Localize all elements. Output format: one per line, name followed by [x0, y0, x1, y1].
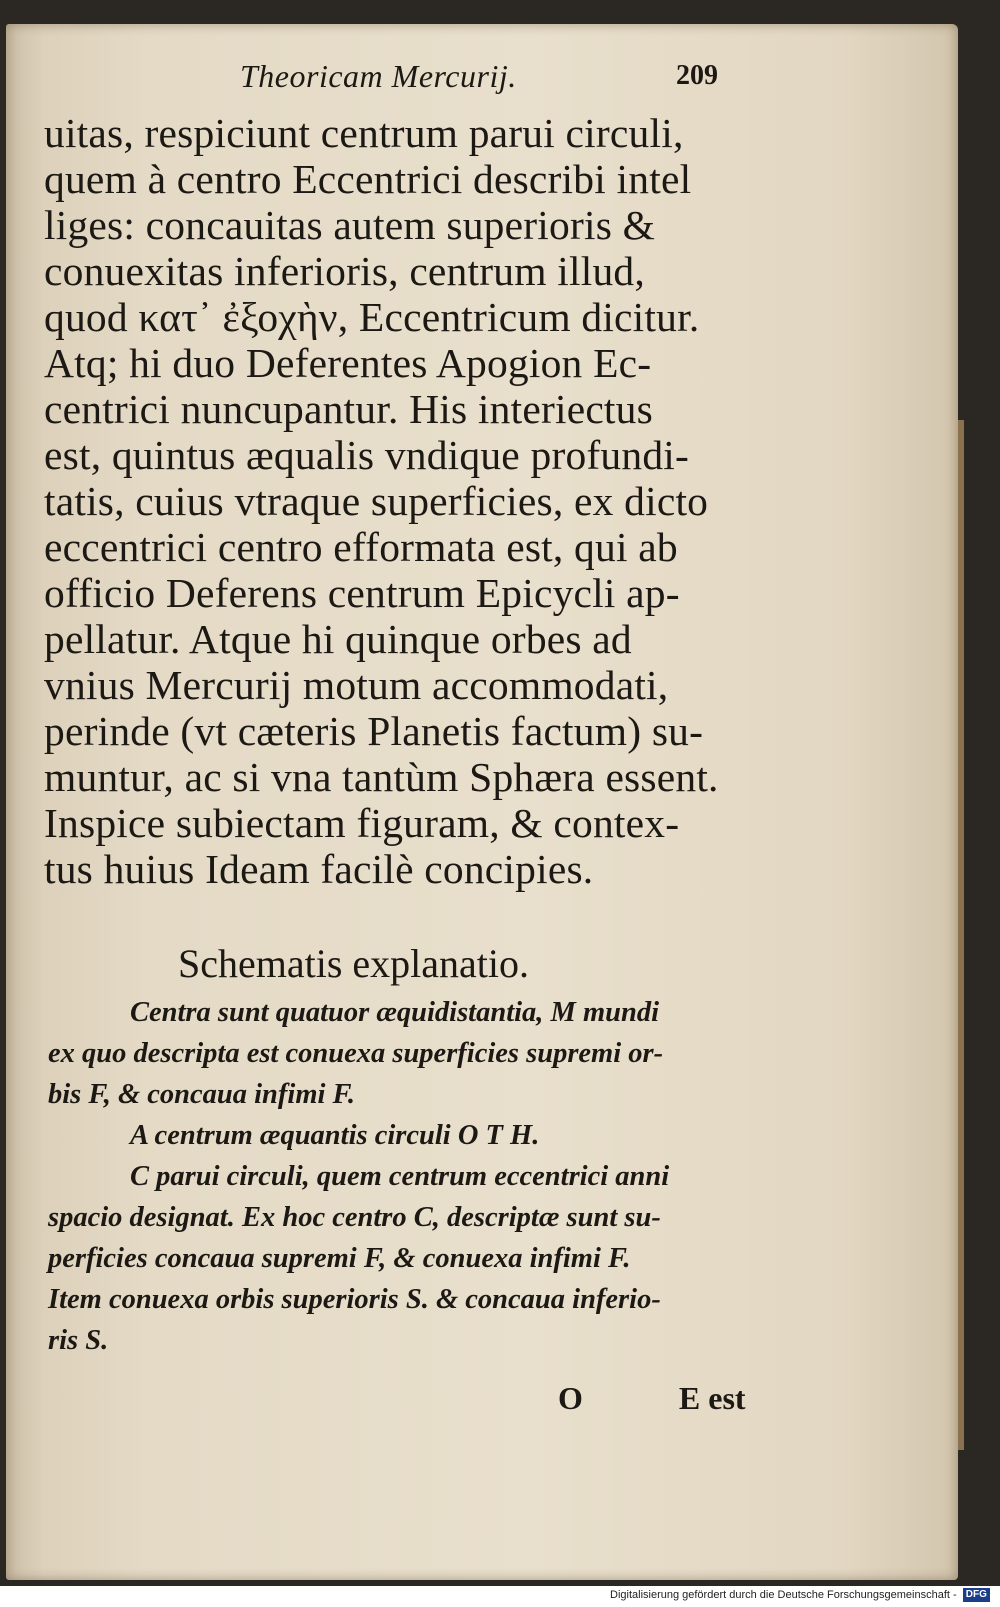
text-line: liges: concauitas autem superioris & — [44, 202, 656, 248]
text-line: Atq; hi duo Deferentes Apogion Ec- — [44, 340, 652, 386]
text-line: muntur, ac si vna tantùm Sphæra essent. — [44, 754, 719, 800]
footer-credit: Digitalisierung gefördert durch die Deutsche Forschungsgemeinschaft - — [610, 1588, 957, 1601]
explanation-line: C parui circuli, quem centrum eccentrici anni — [130, 1161, 670, 1192]
text-line: centrici nuncupantur. His interiectus — [44, 386, 653, 432]
text-line: Inspice subiectam figuram, & contex- — [44, 800, 680, 846]
explanation-line: perficies concaua supremi F, & conuexa infimi F. — [48, 1243, 631, 1274]
explanation-line: Centra sunt quatuor æquidistantia, M mundi — [130, 997, 660, 1028]
explanation-line: ex quo descripta est conuexa superficies supremi or- — [48, 1038, 664, 1069]
catchword-left: O — [558, 1380, 583, 1416]
text-line: quod κατ᾽ ἐξοχὴν, Eccentricum dicitur. — [44, 294, 700, 340]
folio-number: 209 — [676, 60, 718, 91]
body-text — [44, 110, 719, 892]
explanation-line: A centrum æquantis circuli O T H. — [130, 1120, 540, 1151]
page-edge-tab — [958, 420, 964, 1450]
text-line: perinde (vt cæteris Planetis factum) su- — [44, 708, 704, 754]
catchwords — [558, 1380, 746, 1417]
text-line: officio Deferens centrum Epicycli ap- — [44, 570, 680, 616]
text-line: tatis, cuius vtraque superficies, ex dicto — [44, 478, 709, 524]
text-line: uitas, respiciunt centrum parui circuli, — [44, 110, 684, 156]
dfg-logo: DFG — [963, 1588, 990, 1602]
text-line: pellatur. Atque hi quinque orbes ad — [44, 616, 632, 662]
text-line: eccentrici centro efformata est, qui ab — [44, 524, 678, 570]
text-line: est, quintus æqualis vndique profundi- — [44, 432, 690, 478]
text-line: quem à centro Eccentrici describi intel — [44, 156, 692, 202]
section-heading: Schematis explanatio. — [178, 941, 530, 986]
text-line: tus huius Ideam facilè concipies. — [44, 846, 594, 892]
text-line: vnius Mercurij motum accommodati, — [44, 662, 669, 708]
catchword-right: E est — [678, 1380, 746, 1416]
text-line: conuexitas inferioris, centrum illud, — [44, 248, 645, 294]
explanation-line: ris S. — [48, 1325, 109, 1356]
explanation-line: Item conuexa orbis superioris S. & concaua inferio- — [48, 1284, 661, 1315]
running-head: Theoricam Mercurij. — [240, 58, 517, 94]
explanation-line: bis F, & concaua infimi F. — [48, 1079, 355, 1110]
digitization-footer — [610, 1588, 990, 1602]
explanation-text — [48, 992, 669, 1361]
explanation-line: spacio designat. Ex hoc centro C, descriptæ sunt su- — [48, 1202, 661, 1233]
